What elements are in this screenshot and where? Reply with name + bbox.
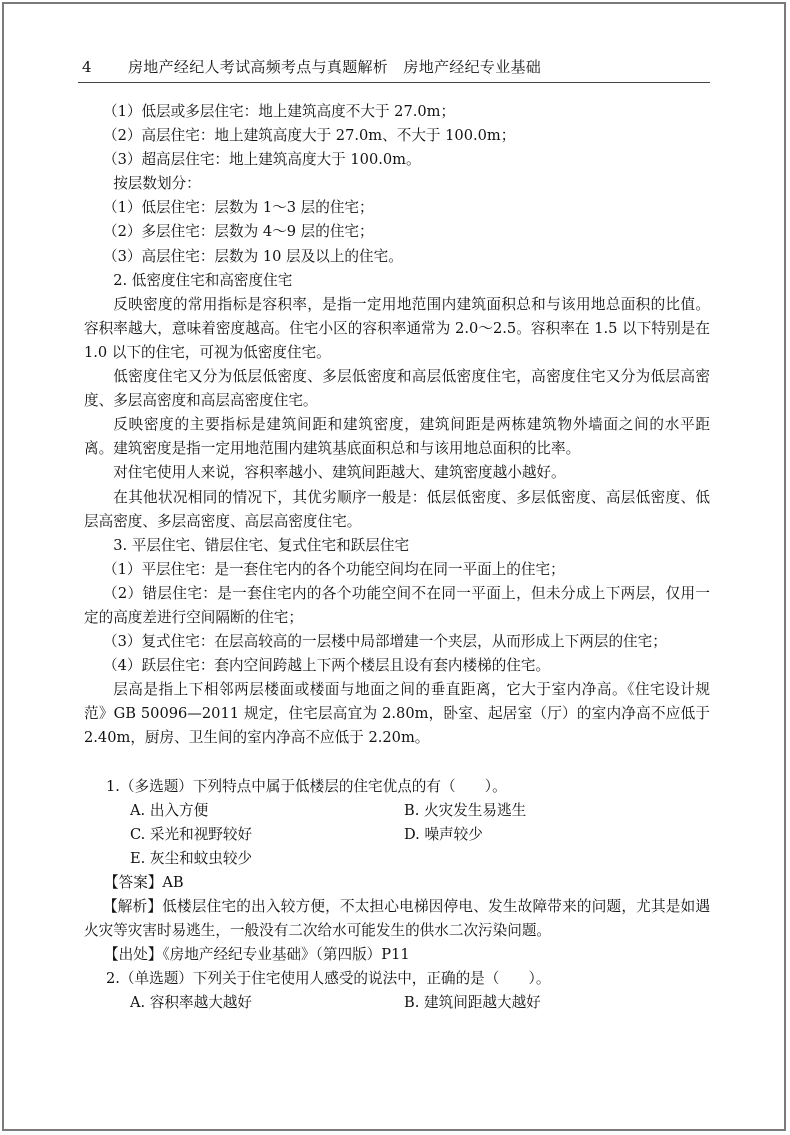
paragraph: 反映密度的主要指标是建筑间距和建筑密度，建筑间距是两栋建筑物外墙面之间的水平距离。建筑密度是指一定用地范围内建筑基底面积总和与该用地总面积的比率。 bbox=[84, 416, 710, 458]
answer: 【答案】AB bbox=[104, 873, 184, 891]
page-number: 4 bbox=[82, 58, 92, 76]
option-b: B. 火灾发生易逃生 bbox=[404, 801, 527, 819]
paragraph: （3）复式住宅：在层高较高的一层楼中局部增建一个夹层，从而形成上下两层的住宅； bbox=[102, 633, 667, 651]
section-heading: 3. 平层住宅、错层住宅、复式住宅和跃层住宅 bbox=[113, 536, 410, 554]
paragraph: （3）高层住宅：层数为 10 层及以上的住宅。 bbox=[102, 247, 403, 265]
option-b: B. 建筑间距越大越好 bbox=[404, 994, 541, 1012]
page-content bbox=[84, 100, 710, 1015]
explanation: 【解析】低楼层住宅的出入较方便，不太担心电梯因停电、发生故障带来的问题，尤其是如遇火灾等灾害时易逃生，一般没有二次给水可能发生的供水二次污染问题。 bbox=[84, 898, 710, 940]
paragraph: （4）跃层住宅：套内空间跨越上下两个楼层且设有套内楼梯的住宅。 bbox=[102, 657, 551, 675]
paragraph: （2）多层住宅：层数为 4～9 层的住宅； bbox=[102, 223, 374, 241]
spacer bbox=[84, 751, 710, 775]
paragraph: 按层数划分： bbox=[113, 175, 201, 193]
source: 【出处】《房地产经纪专业基础》（第四版）P11 bbox=[104, 946, 410, 964]
paragraph: （2）高层住宅：地上建筑高度大于 27.0m、不大于 100.0m； bbox=[102, 127, 516, 145]
header-rule bbox=[78, 82, 710, 83]
option-d: D. 噪声较少 bbox=[404, 825, 483, 843]
question-2: 2.（单选题）下列关于住宅使用人感受的说法中，正确的是（ ）。 bbox=[106, 970, 551, 988]
section-heading: 2. 低密度住宅和高密度住宅 bbox=[113, 271, 293, 289]
paragraph: 低密度住宅又分为低层低密度、多层低密度和高层低密度住宅，高密度住宅又分为低层高密度、多层高密度和高层高密度住宅。 bbox=[84, 368, 710, 410]
paragraph: （1）平层住宅：是一套住宅内的各个功能空间均在同一平面上的住宅； bbox=[102, 560, 565, 578]
option-a: A. 容积率越大越好 bbox=[130, 994, 252, 1012]
option-a: A. 出入方便 bbox=[130, 801, 209, 819]
question-1: 1.（多选题）下列特点中属于低楼层的住宅优点的有（ ）。 bbox=[106, 777, 507, 795]
page-header bbox=[82, 56, 708, 77]
paragraph: 层高是指上下相邻两层楼面或楼面与地面之间的垂直距离，它大于室内净高。《住宅设计规范》GB 50096—2011 规定，住宅层高宜为 2.80m，卧室、起居室（厅）的室内净高不应低于 2.40m，厨房、卫生间的室内净高不应低于 2.20m。 bbox=[84, 681, 710, 747]
paragraph: （3）超高层住宅：地上建筑高度大于 100.0m。 bbox=[102, 151, 421, 169]
question-1-options bbox=[84, 799, 710, 871]
running-title: 房地产经纪人考试高频考点与真题解析 房地产经纪专业基础 bbox=[128, 58, 542, 76]
paragraph: 反映密度的常用指标是容积率，是指一定用地范围内建筑面积总和与该用地总面积的比值。容积率越大，意味着密度越高。住宅小区的容积率通常为 2.0～2.5。容积率在 1.5 以下特别是在 1.0 以下的住宅，可视为低密度住宅。 bbox=[84, 295, 710, 361]
option-c: C. 采光和视野较好 bbox=[130, 825, 253, 843]
paragraph: （1）低层或多层住宅：地上建筑高度不大于 27.0m； bbox=[102, 103, 456, 120]
paragraph: 对住宅使用人来说，容积率越小、建筑间距越大、建筑密度越小越好。 bbox=[113, 464, 566, 482]
paragraph: （1）低层住宅：层数为 1～3 层的住宅； bbox=[102, 199, 374, 217]
option-e: E. 灰尘和蚊虫较少 bbox=[130, 849, 253, 867]
question-2-options bbox=[84, 991, 710, 1015]
paragraph: 在其他状况相同的情况下，其优劣顺序一般是：低层低密度、多层低密度、高层低密度、低层高密度、多层高密度、高层高密度住宅。 bbox=[84, 488, 710, 530]
paragraph: （2）错层住宅：是一套住宅内的各个功能空间不在同一平面上，但未分成上下两层，仅用一定的高度差进行空间隔断的住宅； bbox=[84, 584, 710, 626]
